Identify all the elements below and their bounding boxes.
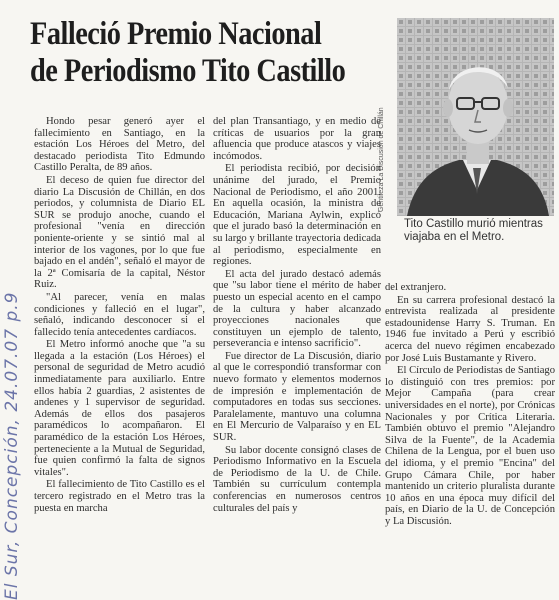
paragraph: El Metro informó anoche que "a su llegada a la estación (Los Héroes) el personal de seguridad de Metro acudió inmediatamente para auxiliarlo. Entre ellos había 2 guardias, 2 asistentes de andenes y 1 supervisor de seguridad. Además de ellos dos pasajeros paramédicos lo acompañaron. El paramédico de la estación Los Héroes, perteneciente a la Mutual de Seguridad, fue quien confirmó la falta de signos vitales". [34, 339, 205, 478]
paragraph: El Círculo de Periodistas de Santiago lo distinguió con tres premios: por Mejor Campaña (para crear universidades en el norte), por Crónicas Nacionales y por Crítica Literaria. También obtuvo el premio "Alejandro Silva de la Fuente", de la Academia Chilena de la Lengua, por el buen uso del idioma, y el premio "Encina" del Grupo Cámara Chile, por haber mantenido un criterio pluralista durante 10 años en una época muy difícil del país, en Diario de la U. de Concepción y La Discusión. [385, 365, 555, 527]
headline-line-1: Falleció Premio Nacional [30, 16, 322, 52]
paragraph: El fallecimiento de Tito Castillo es el tercero registrado en el Metro tras la puesta en marcha [34, 479, 205, 514]
paragraph: El acta del jurado destacó además que "su labor tiene el mérito de haber puesto un especial acento en el campo de la cultura y haber alcanzado proyecciones nacionales que constituyen un ejemplo de talento, perseverancia e intenso sacrificio". [213, 268, 381, 350]
paragraph: "Al parecer, venía en malas condiciones y falleció en el lugar", señaló, indicando desconocer si el fallecido tenía antecedentes cardíacos. [34, 291, 205, 338]
portrait-photo [397, 18, 554, 216]
paragraph: El deceso de quien fue director del diario La Discusión de Chillán, en dos periodos, y columnista de Diario EL SUR se produjo anoche, cuando el profesional "venía en dirección poniente-oriente y se sintió mal al interior de los vagones, por lo que fue bajado en el andén", señaló el mayor de la 2ª Comisaría de la capital, Néstor Ruiz. [34, 174, 205, 291]
headline-line-2: de Periodismo Tito Castillo [30, 53, 346, 89]
photo-credit-text: Gentileza La Discusión de Chillán [378, 107, 385, 212]
article-column-3 [385, 282, 555, 528]
paragraph: En su carrera profesional destacó la entrevista realizada al presidente estadounidense Harry S. Truman. En 1946 fue invitado a Perú y escribió acerca del nuevo régimen encabezado por José Luis Bustamante y Rivero. [385, 294, 555, 364]
handwritten-source-note: El Sur, Concepción, 24.07.07 p.9 [2, 291, 22, 600]
paragraph: El periodista recibió, por decisión unánime del jurado, el Premio Nacional de Periodismo, el año 2001. En aquella ocasión, la ministra de Educación, Mariana Aylwin, explicó que el jurado basó la determinación en su largo y brillante trayectoria dedicada al periodismo, especialmente en regiones. [213, 163, 381, 268]
photo-caption: Tito Castillo murió mientras viajaba en el Metro. [404, 218, 543, 243]
paragraph: del plan Transantiago, y en medio de críticas de usuarios por la gran afluencia que produce atascos y viajes incómodos. [213, 116, 381, 162]
article-column-2 [213, 116, 381, 515]
paragraph: Su labor docente consignó clases de Periodismo Informativo en la Escuela de Periodismo de la U. de Chile. También su currículum contempla conferencias en numerosos centros culturales del país y [213, 444, 381, 514]
headline [30, 16, 346, 90]
article-column-1 [34, 116, 205, 515]
paragraph: Hondo pesar generó ayer el fallecimiento en Santiago, en la estación Los Héroes del Metro, del destacado periodista Tito Edmundo Castillo Peralta, de 89 años. [34, 116, 205, 174]
paragraph: Fue director de La Discusión, diario al que le correspondió transformar con nuevo formato y elementos modernos de impresión e implementación de computadores en todas sus secciones. Paralelamente, mantuvo una columna en El Mercurio de Valparaíso y en EL SUR. [213, 350, 381, 444]
paragraph: del extranjero. [385, 282, 447, 293]
portrait-photo-image [397, 18, 554, 216]
